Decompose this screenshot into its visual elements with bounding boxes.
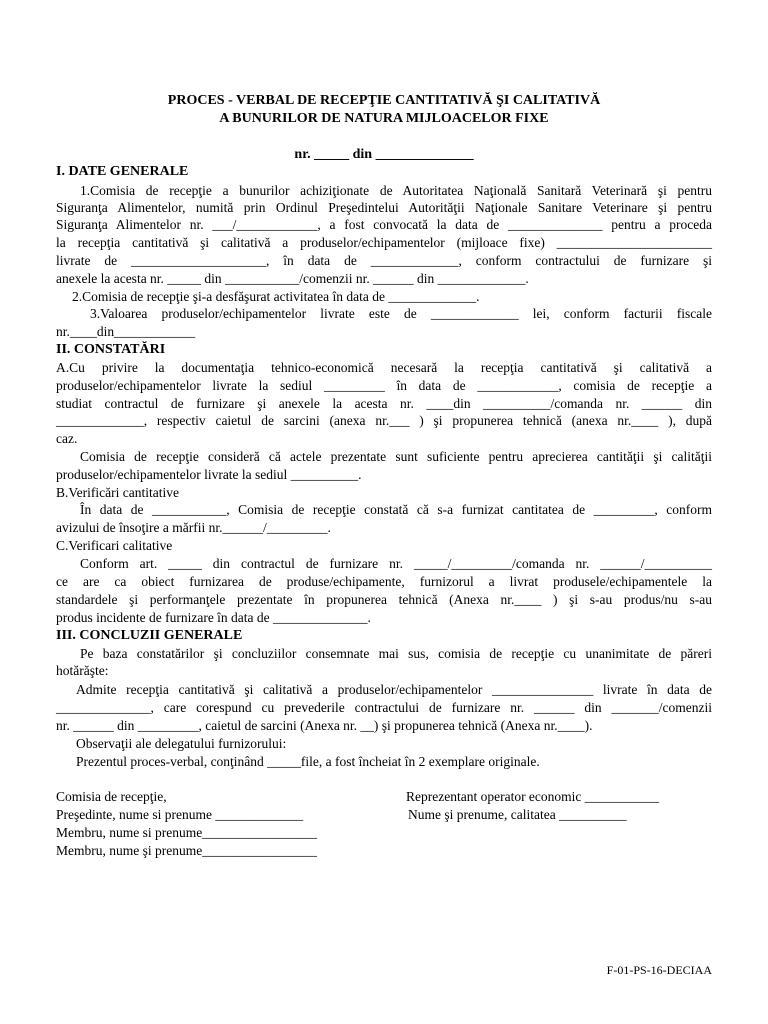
paragraph-line: Admite recepţia cantitativă şi calitativă a produselor/echipamentelor _______________ livrate în data de <box>76 682 712 697</box>
paragraph-line: standardele şi performanţele prezentate în propunerea tehnică (Anexa nr.____ ) şi s-au produs/nu s-au <box>56 592 712 607</box>
paragraph-line: A.Cu privire la documentaţia tehnico-economică necesară la recepţia cantitativă şi calitativă a <box>56 360 712 375</box>
signature-label: Preşedinte, nume si prenume _____________ <box>56 807 304 822</box>
paragraph-line: produselor/echipamentelor livrate la sediul __________. <box>56 467 362 482</box>
signature-label: Comisia de recepţie, <box>56 789 167 804</box>
paragraph-line: 3.Valoarea produselor/echipamentelor livrate este de _____________ lei, conform facturii fiscale <box>90 306 712 321</box>
paragraph-line: 1.Comisia de recepţie a bunurilor achiziţionate de Autoritatea Naţională Sanitară Veterinară şi pentru <box>80 183 712 198</box>
paragraph-line: Siguranţa Alimentelor nr. ___/____________, a fost convocată la data de ______________ pentru a proceda <box>56 217 712 232</box>
paragraph-line: nr. ______ din _________, caietul de sarcini (Anexa nr. __) şi propunerea tehnică (Anexa nr.____). <box>56 718 593 733</box>
paragraph-line: Siguranţa Alimentelor, numită prin Ordinul Preşedintelui Autorităţii Naţionale Sanitare Veterinare şi pentru <box>56 200 712 215</box>
form-code: F-01-PS-16-DECIAA <box>606 963 712 977</box>
signature-label: Reprezentant operator economic ___________ <box>406 789 660 804</box>
document-title: PROCES - VERBAL DE RECEPŢIE CANTITATIVĂ ŞI CALITATIVĂ <box>167 93 601 108</box>
paragraph-line: 2.Comisia de recepţie şi-a desfăşurat activitatea în data de _____________. <box>72 289 480 304</box>
paragraph-line: studiat contractul de furnizare şi anexele la acesta nr. ____din __________/comanda nr. ______ din <box>56 396 712 411</box>
paragraph-line: livrate de ____________________, în data de _____________, conform contractului de furnizare şi <box>56 253 712 268</box>
paragraph-line: la recepţia cantitativă şi calitativă a produselor/echipamentelor (mijloace fixe) _______________________ <box>56 235 712 250</box>
paragraph-line: avizului de însoţire a mărfii nr.______/_________. <box>56 520 331 535</box>
subsection-heading: C.Verificari calitative <box>56 538 173 553</box>
subsection-heading: B.Verificări cantitative <box>56 485 179 500</box>
section-heading-date-generale: I. DATE GENERALE <box>56 164 189 179</box>
paragraph-line: produs incidente de furnizare în data de ______________. <box>56 610 371 625</box>
paragraph-line: ______________, care corespund cu prevederile contractului de furnizare nr. ______ din _______/comenzii <box>56 700 712 715</box>
paragraph-line: hotărăşte: <box>56 663 109 678</box>
paragraph-line: Conform art. _____ din contractul de furnizare nr. _____/_________/comanda nr. ______/__________ <box>80 556 712 571</box>
paragraph-line: ce are ca obiect furnizarea de produse/echipamente, furnizorul a livrat produsele/echipamentele la <box>56 574 712 589</box>
document-subtitle: A BUNURILOR DE NATURA MIJLOACELOR FIXE <box>219 111 549 126</box>
paragraph-line: _____________, respectiv caietul de sarcini (anexa nr.___ ) şi propunerea tehnică (anexa nr.____ ), după <box>56 413 712 428</box>
paragraph-line: În data de ___________, Comisia de recepţie constată că s-a furnizat cantitatea de _________, conform <box>80 502 712 517</box>
paragraph-line: nr.____din____________ <box>56 324 196 339</box>
signature-label: Nume şi prenume, calitatea __________ <box>408 807 627 822</box>
paragraph-line: Comisia de recepţie consideră că actele prezentate sunt suficiente pentru aprecierea cantităţii şi calităţii <box>80 449 712 464</box>
paragraph-line: Pe baza constatărilor şi concluziilor consemnate mai sus, comisia de recepţie cu unanimitate de păreri <box>80 646 712 661</box>
paragraph-line: caz. <box>56 431 78 446</box>
signature-label: Membru, nume si prenume_________________ <box>56 825 317 840</box>
section-heading-concluzii: III. CONCLUZII GENERALE <box>56 628 243 643</box>
paragraph-line: anexele la acesta nr. _____ din ___________/comenzii nr. ______ din _____________. <box>56 271 529 286</box>
paragraph-line: Observaţii ale delegatului furnizorului: <box>76 736 287 751</box>
document-number-line: nr. _____ din ______________ <box>294 147 474 162</box>
paragraph-line: produselor/echipamentelor livrate la sediul _________ în data de ____________, comisia de recepţie a <box>56 378 712 393</box>
section-heading-constatari: II. CONSTATĂRI <box>56 342 166 357</box>
paragraph-line: Prezentul proces-verbal, conţinând _____file, a fost încheiat în 2 exemplare originale. <box>76 754 540 769</box>
signature-label: Membru, nume şi prenume_________________ <box>56 843 317 858</box>
